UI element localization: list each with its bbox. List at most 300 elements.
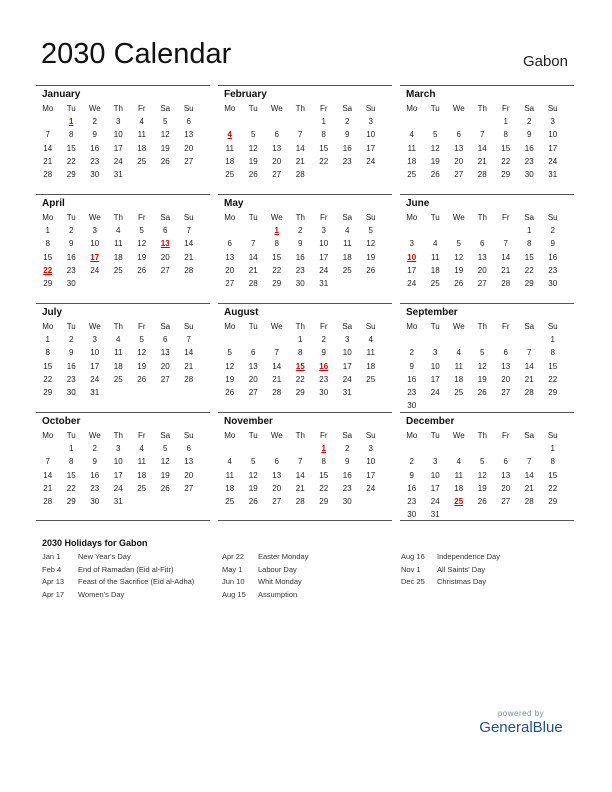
day-cell: 24: [113, 156, 123, 166]
holiday-date: Apr 13: [42, 577, 65, 587]
empty-day-cell: [471, 508, 495, 521]
weekday-header: [36, 102, 210, 115]
day-cell: 28: [501, 278, 511, 288]
day-cell: 23: [548, 265, 558, 275]
empty-day-cell: [447, 508, 471, 521]
day-cell: 23: [295, 265, 305, 275]
day-cell: 27: [272, 169, 282, 179]
day-cell: 2: [69, 335, 74, 345]
week-row: [400, 482, 574, 495]
day-cell: 15: [319, 470, 329, 480]
month-december: [400, 412, 574, 521]
week-row: [218, 142, 392, 155]
day-cell: 27: [184, 156, 194, 166]
weekday-label: Mo: [406, 104, 418, 113]
day-cell: 7: [251, 239, 256, 249]
week-row: [400, 508, 574, 521]
weekday-header: [218, 102, 392, 115]
weekday-label: Mo: [224, 213, 236, 222]
day-cell: 18: [454, 483, 464, 493]
empty-day-cell: [265, 115, 289, 128]
day-cell: 26: [477, 496, 487, 506]
empty-day-cell: [130, 386, 154, 399]
day-cell: 2: [550, 226, 555, 236]
day-cell: 4: [116, 335, 121, 345]
holiday-item: [222, 589, 308, 602]
day-cell: 22: [272, 265, 282, 275]
weekday-label: Tu: [430, 104, 440, 113]
day-cell: 9: [321, 348, 326, 358]
day-cell: 24: [113, 483, 123, 493]
day-cell: 24: [548, 156, 558, 166]
day-cell: 8: [45, 348, 50, 358]
weekday-label: Mo: [224, 104, 236, 113]
empty-day-cell: [130, 168, 154, 181]
day-cell: 13: [477, 252, 487, 262]
week-row: [36, 224, 210, 237]
weekday-label: Tu: [66, 213, 76, 222]
day-cell: 7: [186, 226, 191, 236]
weekday-label: We: [88, 104, 101, 113]
day-cell: 6: [227, 239, 232, 249]
holiday-column: [222, 551, 308, 601]
empty-day-cell: [447, 442, 471, 455]
day-cell: 13: [272, 470, 282, 480]
day-cell: 15: [319, 143, 329, 153]
day-cell: 13: [184, 457, 194, 467]
week-row: [400, 142, 574, 155]
day-cell: 4: [116, 226, 121, 236]
week-row: [36, 442, 210, 455]
weekday-label: Sa: [342, 104, 353, 113]
month-november: [218, 412, 392, 521]
day-cell: 6: [186, 444, 191, 454]
weekday-label: Fr: [137, 213, 146, 222]
weekday-label: Fr: [319, 104, 328, 113]
day-cell: 10: [113, 130, 123, 140]
weekday-label: Fr: [501, 322, 510, 331]
empty-day-cell: [494, 508, 518, 521]
day-cell: 30: [342, 496, 352, 506]
week-row: [218, 155, 392, 168]
weekday-label: Mo: [406, 322, 418, 331]
empty-day-cell: [289, 115, 313, 128]
empty-day-cell: [494, 333, 518, 346]
day-cell: 31: [113, 169, 123, 179]
day-cell: 3: [116, 444, 121, 454]
day-cell: 30: [90, 496, 100, 506]
day-cell: 31: [548, 169, 558, 179]
day-cell: 1: [69, 444, 74, 454]
holiday-day-cell: 17: [90, 252, 100, 262]
weekday-label: Fr: [501, 431, 510, 440]
day-cell: 12: [477, 470, 487, 480]
day-cell: 22: [501, 156, 511, 166]
day-cell: 8: [321, 457, 326, 467]
day-cell: 16: [295, 252, 305, 262]
day-cell: 13: [454, 143, 464, 153]
day-cell: 8: [550, 348, 555, 358]
day-cell: 23: [66, 374, 76, 384]
week-row: [400, 386, 574, 399]
weekday-label: Th: [477, 322, 487, 331]
weekday-label: Sa: [160, 431, 171, 440]
day-cell: 8: [298, 348, 303, 358]
empty-day-cell: [107, 386, 131, 399]
day-cell: 25: [225, 169, 235, 179]
day-cell: 21: [272, 374, 282, 384]
day-cell: 16: [342, 470, 352, 480]
empty-day-cell: [154, 495, 178, 508]
day-cell: 8: [503, 130, 508, 140]
day-cell: 9: [550, 239, 555, 249]
day-cell: 31: [319, 278, 329, 288]
day-cell: 19: [430, 156, 440, 166]
month-may: [218, 194, 392, 303]
weekday-header: [400, 102, 574, 115]
day-cell: 20: [248, 374, 258, 384]
day-cell: 13: [501, 470, 511, 480]
week-row: [218, 115, 392, 128]
day-cell: 15: [524, 252, 534, 262]
empty-day-cell: [130, 495, 154, 508]
empty-day-cell: [289, 442, 313, 455]
day-cell: 25: [113, 374, 123, 384]
day-cell: 3: [92, 226, 97, 236]
holiday-item: [401, 564, 500, 577]
day-cell: 4: [456, 457, 461, 467]
day-cell: 21: [524, 374, 534, 384]
day-cell: 14: [524, 361, 534, 371]
day-cell: 12: [137, 239, 147, 249]
day-cell: 25: [430, 278, 440, 288]
day-cell: 15: [272, 252, 282, 262]
day-cell: 14: [295, 470, 305, 480]
empty-day-cell: [447, 399, 471, 412]
month-july: [36, 303, 210, 412]
day-cell: 20: [184, 143, 194, 153]
weekday-label: Mo: [406, 213, 418, 222]
week-row: [218, 442, 392, 455]
empty-day-cell: [518, 442, 542, 455]
day-cell: 11: [225, 143, 234, 153]
weekday-label: We: [452, 322, 465, 331]
weekday-label: Sa: [160, 322, 171, 331]
day-cell: 29: [548, 387, 558, 397]
page-title: 2030 Calendar: [41, 38, 232, 70]
weekday-label: Su: [183, 322, 194, 331]
week-row: [400, 224, 574, 237]
day-cell: 7: [45, 457, 50, 467]
day-cell: 25: [113, 265, 123, 275]
day-cell: 18: [430, 265, 440, 275]
week-row: [36, 264, 210, 277]
day-cell: 23: [319, 374, 329, 384]
day-cell: 3: [368, 117, 373, 127]
day-cell: 8: [321, 130, 326, 140]
day-cell: 26: [477, 387, 487, 397]
week-row: [36, 277, 210, 290]
day-cell: 29: [295, 387, 305, 397]
day-cell: 11: [407, 143, 416, 153]
weekday-label: Mo: [42, 213, 54, 222]
holiday-name: Independence Day: [437, 552, 500, 561]
weekday-label: Sa: [342, 431, 353, 440]
day-cell: 9: [345, 457, 350, 467]
day-cell: 2: [345, 117, 350, 127]
empty-day-cell: [424, 333, 448, 346]
holiday-day-cell: 15: [295, 361, 305, 371]
empty-day-cell: [154, 277, 178, 290]
day-cell: 1: [45, 335, 50, 345]
holiday-day-cell: 25: [454, 496, 464, 506]
holiday-day-cell: 16: [319, 361, 329, 371]
empty-day-cell: [494, 442, 518, 455]
weekday-label: Th: [295, 322, 305, 331]
day-cell: 15: [43, 361, 53, 371]
empty-day-cell: [471, 442, 495, 455]
weekday-label: We: [452, 104, 465, 113]
day-cell: 8: [527, 239, 532, 249]
day-cell: 8: [45, 239, 50, 249]
weekday-label: Fr: [501, 104, 510, 113]
week-row: [400, 168, 574, 181]
day-cell: 11: [137, 457, 146, 467]
week-row: [218, 128, 392, 141]
day-cell: 19: [366, 252, 376, 262]
day-cell: 21: [524, 483, 534, 493]
day-cell: 24: [90, 374, 100, 384]
day-cell: 16: [407, 483, 417, 493]
day-cell: 19: [454, 265, 464, 275]
week-row: [400, 264, 574, 277]
holiday-name: Christmas Day: [437, 577, 487, 587]
week-row: [400, 128, 574, 141]
day-cell: 1: [527, 226, 532, 236]
week-row: [400, 495, 574, 508]
week-row: [36, 237, 210, 250]
day-cell: 7: [298, 130, 303, 140]
day-cell: 22: [66, 156, 76, 166]
day-cell: 27: [160, 374, 170, 384]
empty-day-cell: [424, 224, 448, 237]
day-cell: 21: [184, 361, 194, 371]
day-cell: 17: [430, 483, 440, 493]
calendar-grid: [36, 85, 574, 521]
day-cell: 16: [342, 143, 352, 153]
empty-day-cell: [447, 224, 471, 237]
weekday-label: Tu: [430, 431, 440, 440]
empty-day-cell: [177, 495, 201, 508]
day-cell: 12: [430, 143, 440, 153]
weekday-header: [218, 320, 392, 333]
day-cell: 17: [90, 361, 100, 371]
day-cell: 21: [295, 483, 305, 493]
empty-day-cell: [107, 277, 131, 290]
day-cell: 17: [319, 252, 329, 262]
weekday-label: Fr: [319, 322, 328, 331]
day-cell: 20: [501, 374, 511, 384]
day-cell: 28: [43, 496, 53, 506]
day-cell: 18: [225, 156, 235, 166]
empty-day-cell: [130, 277, 154, 290]
day-cell: 24: [430, 496, 440, 506]
day-cell: 12: [160, 457, 170, 467]
week-row: [218, 455, 392, 468]
empty-day-cell: [541, 399, 565, 412]
month-name: October: [42, 416, 81, 427]
week-row: [36, 168, 210, 181]
weekday-label: Sa: [524, 104, 535, 113]
empty-day-cell: [218, 224, 242, 237]
month-march: [400, 85, 574, 194]
weekday-label: Tu: [66, 322, 76, 331]
week-row: [36, 251, 210, 264]
holiday-item: [401, 576, 500, 589]
month-name: February: [224, 89, 267, 100]
day-cell: 29: [501, 169, 511, 179]
day-cell: 12: [160, 130, 170, 140]
day-cell: 23: [66, 265, 76, 275]
weekday-label: Mo: [42, 322, 54, 331]
weekday-header: [36, 211, 210, 224]
holiday-item: [42, 576, 194, 589]
day-cell: 26: [454, 278, 464, 288]
empty-day-cell: [36, 115, 60, 128]
weekday-label: Tu: [248, 213, 258, 222]
week-row: [400, 155, 574, 168]
weekday-label: Fr: [137, 104, 146, 113]
day-cell: 1: [503, 117, 508, 127]
day-cell: 9: [527, 130, 532, 140]
week-row: [36, 495, 210, 508]
week-row: [36, 142, 210, 155]
day-cell: 27: [248, 387, 258, 397]
day-cell: 8: [274, 239, 279, 249]
day-cell: 28: [524, 496, 534, 506]
weekday-label: We: [270, 104, 283, 113]
day-cell: 27: [272, 496, 282, 506]
day-cell: 5: [480, 348, 485, 358]
day-cell: 2: [321, 335, 326, 345]
day-cell: 15: [501, 143, 511, 153]
weekday-label: We: [88, 431, 101, 440]
day-cell: 20: [454, 156, 464, 166]
day-cell: 19: [477, 374, 487, 384]
day-cell: 21: [501, 265, 511, 275]
weekday-label: Tu: [248, 322, 258, 331]
holiday-date: Jun 10: [222, 577, 245, 587]
day-cell: 26: [248, 496, 258, 506]
day-cell: 4: [139, 444, 144, 454]
month-june: [400, 194, 574, 303]
day-cell: 20: [501, 483, 511, 493]
day-cell: 29: [43, 387, 53, 397]
day-cell: 14: [248, 252, 258, 262]
day-cell: 22: [319, 156, 329, 166]
empty-day-cell: [424, 442, 448, 455]
day-cell: 28: [43, 169, 53, 179]
day-cell: 21: [43, 156, 53, 166]
empty-day-cell: [177, 277, 201, 290]
holiday-date: Apr 17: [42, 589, 65, 599]
week-row: [218, 277, 392, 290]
day-cell: 17: [113, 470, 123, 480]
day-cell: 18: [225, 483, 235, 493]
day-cell: 26: [160, 483, 170, 493]
day-cell: 1: [45, 226, 50, 236]
weekday-label: Su: [547, 431, 558, 440]
month-name: August: [224, 307, 259, 318]
week-row: [400, 455, 574, 468]
month-name: April: [42, 198, 65, 209]
day-cell: 14: [272, 361, 282, 371]
week-row: [400, 469, 574, 482]
day-cell: 22: [548, 483, 558, 493]
day-cell: 2: [345, 444, 350, 454]
week-row: [36, 360, 210, 373]
weekday-label: Sa: [524, 322, 535, 331]
day-cell: 29: [272, 278, 282, 288]
day-cell: 3: [368, 444, 373, 454]
weekday-label: Su: [183, 213, 194, 222]
day-cell: 27: [501, 496, 511, 506]
holiday-date: Feb 4: [42, 564, 62, 574]
empty-day-cell: [177, 386, 201, 399]
day-cell: 22: [43, 374, 53, 384]
day-cell: 7: [527, 348, 532, 358]
empty-day-cell: [336, 277, 360, 290]
day-cell: 5: [480, 457, 485, 467]
day-cell: 28: [184, 374, 194, 384]
day-cell: 9: [92, 457, 97, 467]
week-row: [36, 386, 210, 399]
weekday-label: Sa: [524, 431, 535, 440]
week-row: [400, 237, 574, 250]
weekday-label: Th: [113, 104, 123, 113]
day-cell: 25: [225, 496, 235, 506]
day-cell: 20: [225, 265, 235, 275]
holiday-name: New Year's Day: [78, 552, 131, 561]
holidays-heading: 2030 Holidays for Gabon: [42, 538, 148, 548]
day-cell: 18: [137, 470, 147, 480]
week-row: [36, 128, 210, 141]
day-cell: 24: [430, 387, 440, 397]
week-row: [218, 386, 392, 399]
day-cell: 17: [113, 143, 123, 153]
day-cell: 4: [227, 457, 232, 467]
day-cell: 26: [160, 156, 170, 166]
weekday-label: Su: [547, 322, 558, 331]
weekday-label: Th: [477, 213, 487, 222]
day-cell: 15: [548, 361, 558, 371]
empty-day-cell: [218, 442, 242, 455]
weekday-label: Sa: [160, 213, 171, 222]
day-cell: 18: [113, 361, 123, 371]
day-cell: 5: [251, 457, 256, 467]
day-cell: 24: [319, 265, 329, 275]
day-cell: 3: [433, 457, 438, 467]
holiday-date: Apr 22: [222, 552, 245, 561]
day-cell: 11: [366, 348, 375, 358]
month-name: May: [224, 198, 244, 209]
weekday-label: We: [452, 213, 465, 222]
day-cell: 16: [66, 252, 76, 262]
day-cell: 16: [90, 470, 100, 480]
day-cell: 13: [225, 252, 235, 262]
day-cell: 20: [160, 361, 170, 371]
weekday-label: Su: [547, 104, 558, 113]
